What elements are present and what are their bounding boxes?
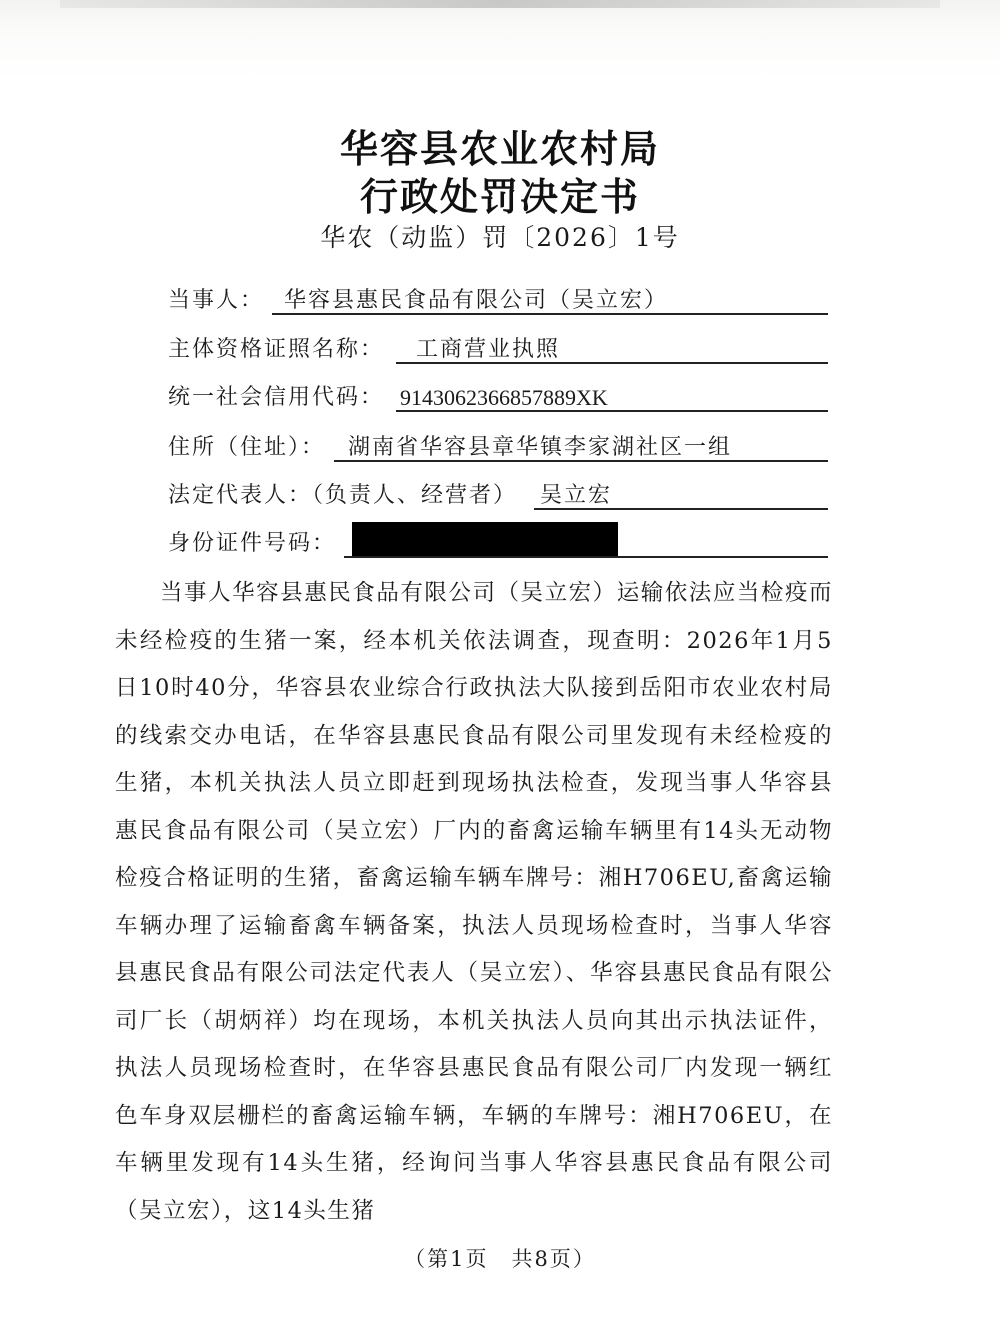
- scan-shadow: [60, 0, 940, 8]
- field-legal-rep-label: 法定代表人：（负责人、经营者）: [168, 483, 518, 508]
- field-credit-code-value: 9143062366857889XK: [400, 385, 608, 410]
- field-party-label: 当事人：: [168, 288, 265, 313]
- field-license-label: 主体资格证照名称：: [168, 337, 385, 362]
- field-address-value: 湖南省华容县章华镇李家湖社区一组: [348, 435, 733, 460]
- field-license: [168, 330, 828, 370]
- field-credit-code: [168, 378, 828, 418]
- field-party: [168, 281, 828, 321]
- document-title: 行政处罚决定书: [359, 174, 640, 219]
- field-license-value: 工商营业执照: [416, 337, 561, 362]
- field-address-label: 住所（住址）：: [168, 435, 326, 460]
- field-credit-code-label: 统一社会信用代码：: [168, 385, 385, 410]
- redaction-block: [352, 522, 618, 556]
- findings-paragraph: 当事人华容县惠民食品有限公司（吴立宏）运输依法应当检疫而未经检疫的生猪一案，经本机关依法调查，现查明：2026年1月5日10时40分，华容县农业综合行政执法大队接到岳阳市农业农村局的线索交办电话，在华容县惠民食品有限公司里发现有未经检疫的生猪，本机关执法人员立即赶到现场执法检查，发现当事人华容县惠民食品有限公司（吴立宏）厂内的畜禽运输车辆里有14头无动物检疫合格证明的生猪，畜禽运输车辆车牌号：湘H706EU,畜禽运输车辆办理了运输畜禽车辆备案，执法人员现场检查时，当事人华容县惠民食品有限公司法定代表人（吴立宏）、华容县惠民食品有限公司厂长（胡炳祥）均在现场，本机关执法人员向其出示执法证件，执法人员现场检查时，在华容县惠民食品有限公司厂内发现一辆红色车身双层栅栏的畜禽运输车辆，车辆的车牌号：湘H706EU，在车辆里发现有14头生猪，经询问当事人华容县惠民食品有限公司（吴立宏），这14头生猪: [115, 580, 833, 1224]
- field-id-number-label: 身份证件号码：: [168, 531, 337, 556]
- page-number: （第1页 共8页）: [404, 1247, 596, 1271]
- issuing-organization: 华容县农业农村局: [339, 126, 660, 171]
- field-id-number-underline: [344, 556, 828, 558]
- field-legal-rep: [168, 476, 828, 516]
- field-party-value: 华容县惠民食品有限公司（吴立宏）: [284, 288, 669, 313]
- field-legal-rep-value: 吴立宏: [540, 483, 613, 508]
- document-number: 华农（动监）罚〔2026〕1号: [320, 223, 680, 252]
- field-address: [168, 428, 828, 468]
